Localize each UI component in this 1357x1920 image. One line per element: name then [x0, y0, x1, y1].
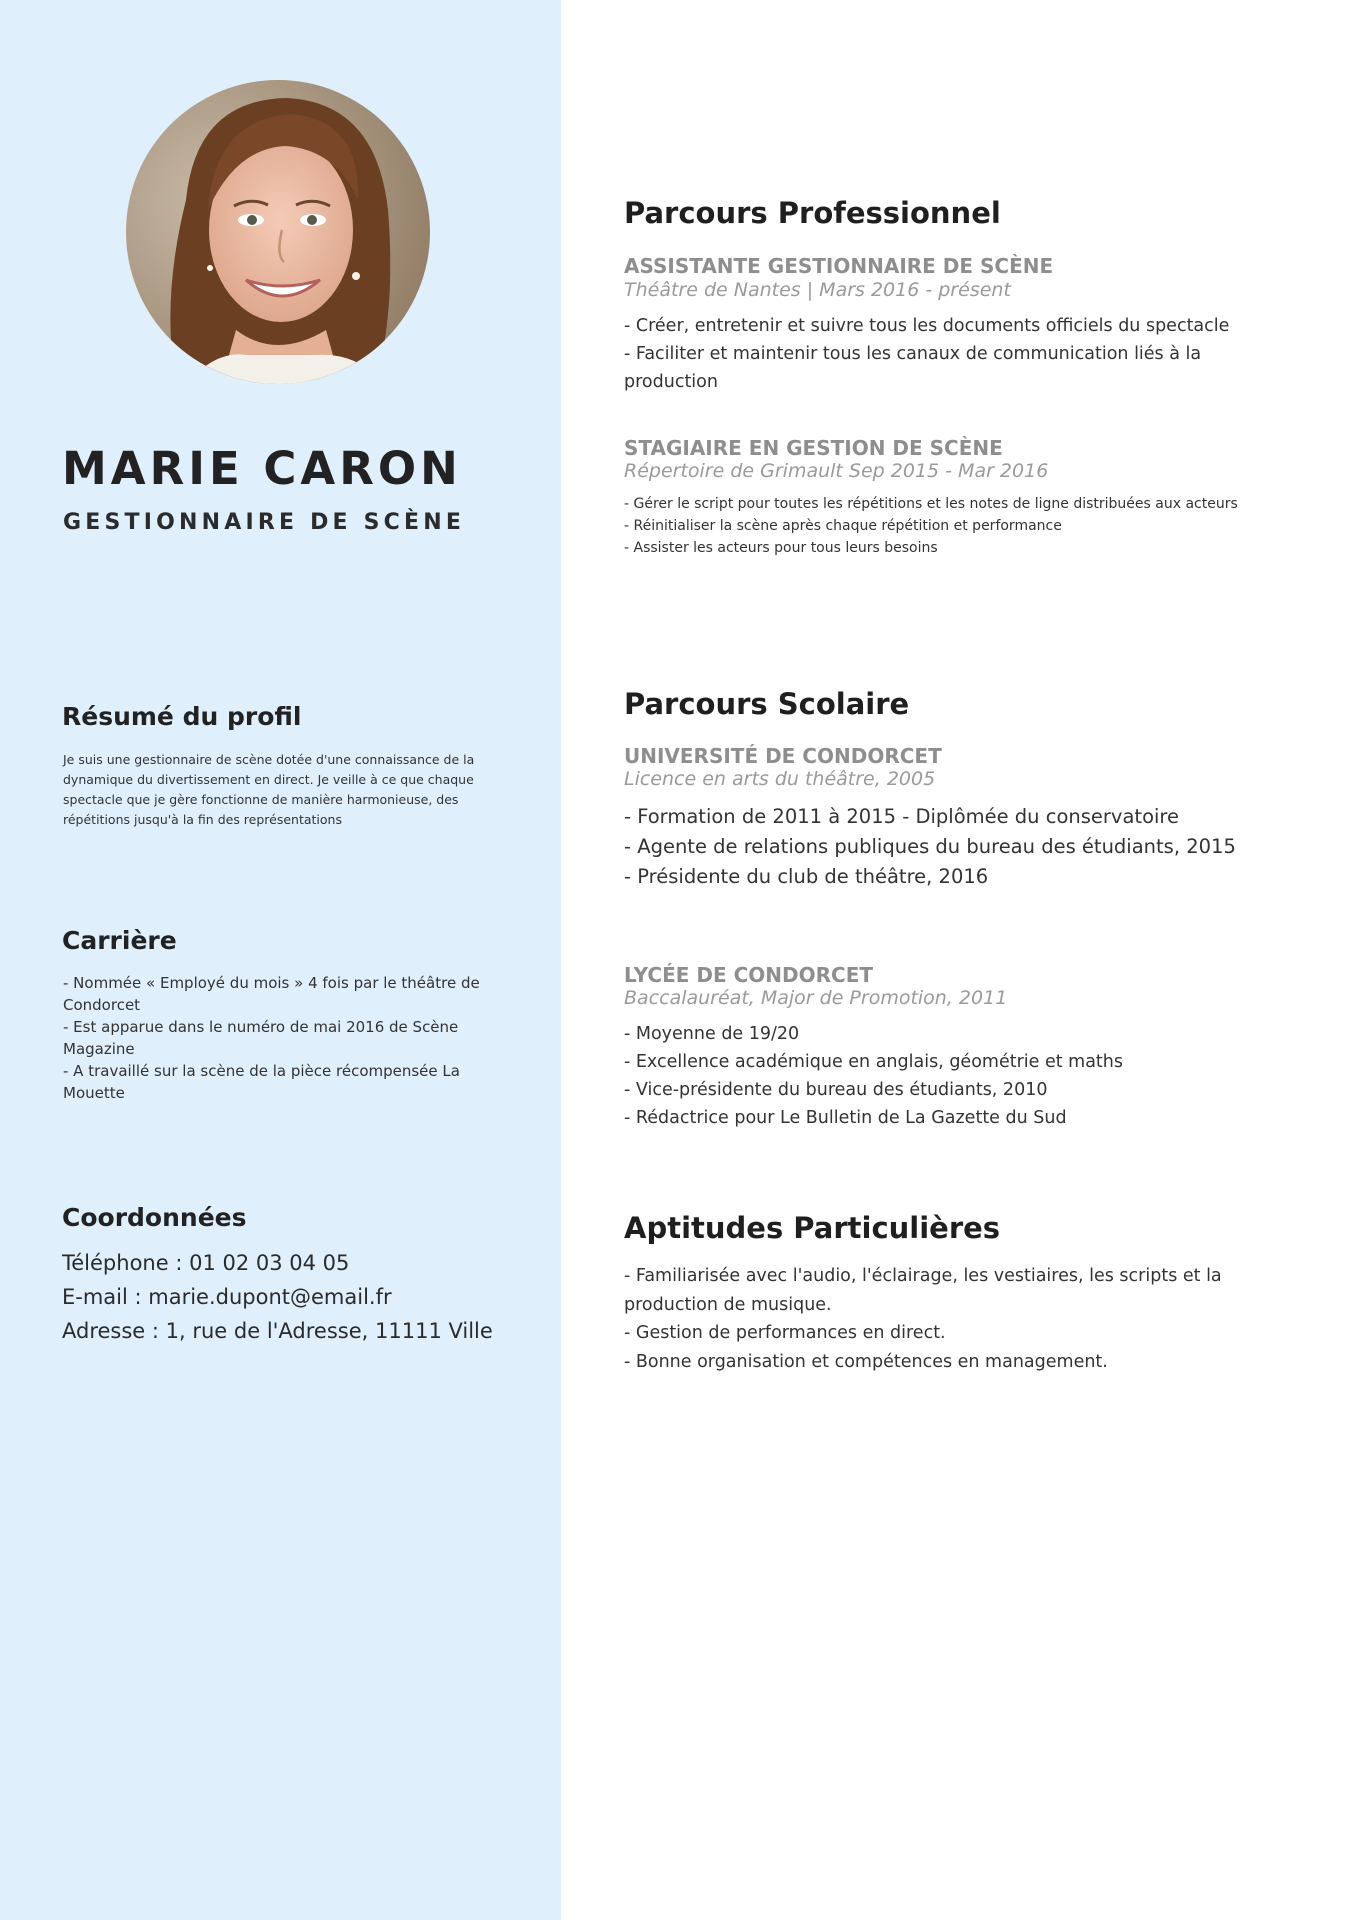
school-title: LYCÉE DE CONDORCET	[624, 963, 873, 987]
job-bullet: production	[624, 372, 718, 392]
job-bullet: - Réinitialiser la scène après chaque répétition et performance	[624, 518, 1062, 534]
school-bullet: - Formation de 2011 à 2015 - Diplômée du conservatoire	[624, 805, 1179, 828]
school-bullet: - Excellence académique en anglais, géométrie et maths	[624, 1052, 1123, 1072]
skill-line: - Gestion de performances en direct.	[624, 1323, 946, 1343]
school-subtitle: Baccalauréat, Major de Promotion, 2011	[624, 987, 1008, 1009]
skill-line: - Familiarisée avec l'audio, l'éclairage, les vestiaires, les scripts et la	[624, 1266, 1222, 1286]
contact-email: E-mail : marie.dupont@email.fr	[62, 1285, 392, 1309]
job-bullet: - Faciliter et maintenir tous les canaux de communication liés à la	[624, 344, 1202, 364]
candidate-role: GESTIONNAIRE DE SCÈNE	[63, 510, 466, 535]
job-bullet: - Créer, entretenir et suivre tous les documents officiels du spectacle	[624, 316, 1230, 336]
profile-photo	[126, 80, 430, 384]
career-item: - Nommée « Employé du mois » 4 fois par le théâtre de Condorcet	[63, 974, 480, 1014]
contact-heading: Coordonnées	[62, 1203, 247, 1232]
career-item: - Est apparue dans le numéro de mai 2016 de Scène Magazine	[63, 1018, 459, 1058]
contact-phone: Téléphone : 01 02 03 04 05	[62, 1251, 350, 1275]
school-bullet: - Agente de relations publiques du bureau des étudiants, 2015	[624, 835, 1236, 858]
skills-list	[624, 1262, 1222, 1376]
summary-heading: Résumé du profil	[62, 702, 302, 731]
skill-line: production de musique.	[624, 1294, 832, 1315]
skills-heading: Aptitudes Particulières	[624, 1211, 1001, 1245]
skill-line: - Bonne organisation et compétences en management.	[624, 1351, 1108, 1372]
school-bullets	[624, 802, 1236, 892]
candidate-name: MARIE CARON	[62, 442, 462, 495]
summary-text: Je suis une gestionnaire de scène dotée d'une connaissance de la dynamique du divertissement en direct. Je veille à ce que chaque spectacle que je gère fonctionne de manière harmonieuse, des répétitions jusqu'à la fin des représentations	[63, 752, 475, 827]
job-title: STAGIAIRE EN GESTION DE SCÈNE	[624, 436, 1003, 460]
career-item: - A travaillé sur la scène de la pièce récompensée La Mouette	[63, 1062, 460, 1102]
job-subtitle: Répertoire de Grimault Sep 2015 - Mar 2016	[624, 460, 1049, 482]
job-bullet: - Assister les acteurs pour tous leurs besoins	[624, 540, 938, 556]
career-heading: Carrière	[62, 926, 177, 955]
school-bullet: - Vice-présidente du bureau des étudiants, 2010	[624, 1080, 1048, 1100]
career-list	[63, 972, 483, 1104]
school-subtitle: Licence en arts du théâtre, 2005	[624, 768, 936, 790]
education-heading: Parcours Scolaire	[624, 687, 910, 721]
school-title: UNIVERSITÉ DE CONDORCET	[624, 744, 942, 768]
job-bullet: - Gérer le script pour toutes les répétitions et les notes de ligne distribuées aux acteurs	[624, 496, 1238, 512]
job-title: ASSISTANTE GESTIONNAIRE DE SCÈNE	[624, 254, 1054, 278]
school-bullet: - Rédactrice pour Le Bulletin de La Gazette du Sud	[624, 1108, 1067, 1128]
portrait-illustration	[126, 80, 430, 384]
school-bullets	[624, 1020, 1123, 1132]
school-bullet: - Moyenne de 19/20	[624, 1024, 800, 1044]
job-bullets	[624, 493, 1238, 559]
job-bullets	[624, 312, 1229, 396]
school-bullet: - Présidente du club de théâtre, 2016	[624, 865, 989, 888]
job-subtitle: Théâtre de Nantes | Mars 2016 - présent	[624, 279, 1011, 301]
contact-address: Adresse : 1, rue de l'Adresse, 11111 Ville	[62, 1319, 493, 1343]
experience-heading: Parcours Professionnel	[624, 196, 1001, 230]
